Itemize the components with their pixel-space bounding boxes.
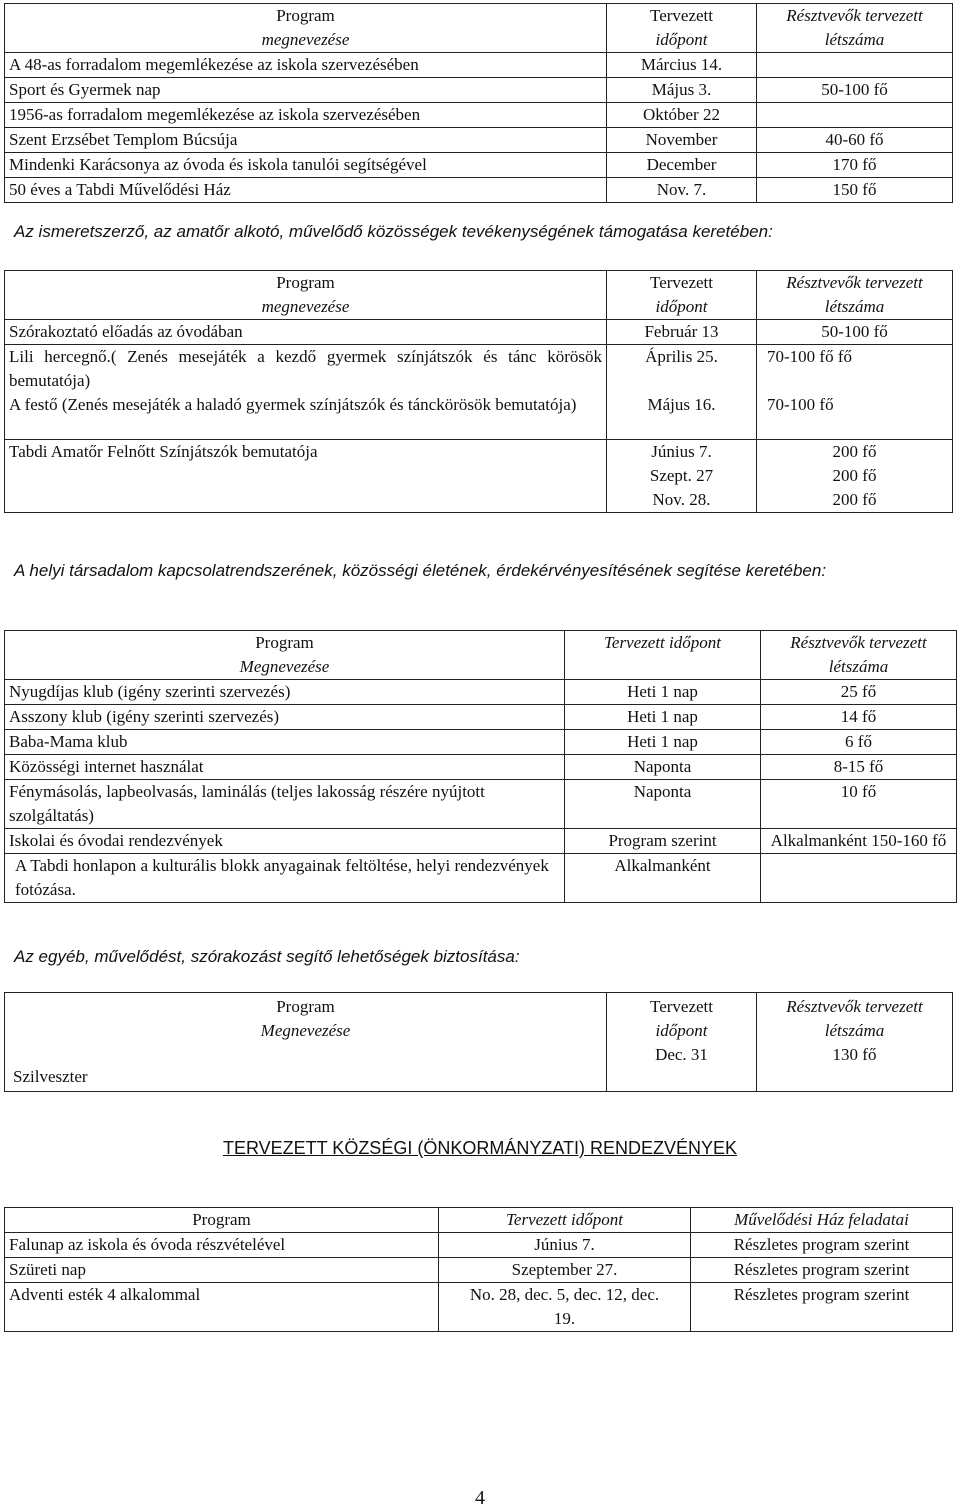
header-count: Résztvevők tervezett létszáma	[757, 4, 953, 53]
table-row: Baba-Mama klub Heti 1 nap 6 fő	[5, 730, 957, 755]
table-row: Sport és Gyermek nap Május 3. 50-100 fő	[5, 78, 953, 103]
header-date: Tervezett időpont	[607, 4, 757, 53]
table-row: Lili hercegnő.( Zenés mesejáték a kezdő gyermek színjátszók és tánc körösök bemutatója) A festő (Zenés mesejáték a haladó gyermek színjátszók és tánckörösök bemutatója) Április 25. Május 16. 70-100 fő fő 70-100 fő	[5, 345, 953, 440]
table-row: Program Megnevezése Szilveszter Tervezett időpont Dec. 31 Résztvevők tervezett létszáma 130 fő	[5, 993, 953, 1092]
table-row: A Tabdi honlapon a kulturális blokk anyagainak feltöltése, helyi rendezvények fotózása. Alkalmanként	[5, 854, 957, 903]
events-table-3	[4, 630, 957, 903]
table-row: Szüreti nap Szeptember 27. Részletes program szerint	[5, 1258, 953, 1283]
header-date: Tervezett időpont	[607, 271, 757, 320]
table-header-row	[5, 1208, 953, 1233]
table-row: 1956-as forradalom megemlékezése az iskola szervezésében Október 22	[5, 103, 953, 128]
table-row: Nyugdíjas klub (igény szerinti szervezés) Heti 1 nap 25 fő	[5, 680, 957, 705]
header-count: Résztvevők tervezett létszáma	[757, 271, 953, 320]
table-row: Tabdi Amatőr Felnőtt Színjátszók bemutatója Június 7. Szept. 27 Nov. 28. 200 fő 200 fő 200 fő	[5, 440, 953, 513]
table-row: Iskolai és óvodai rendezvények Program szerint Alkalmanként 150-160 fő	[5, 829, 957, 854]
section-title-5: TERVEZETT KÖZSÉGI (ÖNKORMÁNYZATI) RENDEZVÉNYEK	[222, 1138, 738, 1158]
header-program: Program megnevezése	[5, 4, 607, 53]
header-date: Tervezett időpont	[565, 631, 761, 680]
header-task: Művelődési Ház feladatai	[691, 1208, 953, 1233]
table-row: Közösségi internet használat Naponta 8-15 fő	[5, 755, 957, 780]
events-table-1	[4, 3, 953, 203]
page-number: 4	[475, 1487, 485, 1509]
table-row: Adventi esték 4 alkalommal No. 28, dec. 5, dec. 12, dec. 19. Részletes program szerint	[5, 1283, 953, 1332]
table-header-row	[5, 4, 953, 53]
header-program: Program	[5, 1208, 439, 1233]
table-header-row	[5, 271, 953, 320]
table-row: Szórakoztató előadás az óvodában Február 13 50-100 fő	[5, 320, 953, 345]
table-header-row	[5, 631, 957, 680]
section-heading-3: A helyi társadalom kapcsolatrendszerének, közösségi életének, érdekérvényesítésének segítése keretében:	[14, 561, 827, 580]
table-row: 50 éves a Tabdi Művelődési Ház Nov. 7. 150 fő	[5, 178, 953, 203]
header-date: Tervezett időpont	[439, 1208, 691, 1233]
header-count: Résztvevők tervezett létszáma	[761, 631, 957, 680]
section-heading-4: Az egyéb, művelődést, szórakozást segítő lehetőségek biztosítása:	[14, 947, 520, 966]
table-row: Asszony klub (igény szerinti szervezés) Heti 1 nap 14 fő	[5, 705, 957, 730]
section-heading-2: Az ismeretszerző, az amatőr alkotó, művelődő közösségek tevékenységének támogatása keretében:	[14, 222, 773, 241]
table-row: A 48-as forradalom megemlékezése az iskola szervezésében Március 14.	[5, 53, 953, 78]
table-row: Mindenki Karácsonya az óvoda és iskola tanulói segítségével December 170 fő	[5, 153, 953, 178]
table-row: Fénymásolás, lapbeolvasás, laminálás (teljes lakosság részére nyújtott szolgáltatás) Naponta 10 fő	[5, 780, 957, 829]
header-program: Program megnevezése	[5, 271, 607, 320]
table-row: Szent Erzsébet Templom Búcsúja November 40-60 fő	[5, 128, 953, 153]
events-table-2	[4, 270, 953, 513]
events-table-5	[4, 1207, 953, 1332]
table-row: Falunap az iskola és óvoda részvételével Június 7. Részletes program szerint	[5, 1233, 953, 1258]
header-program: Program Megnevezése	[5, 631, 565, 680]
events-table-4	[4, 992, 953, 1092]
